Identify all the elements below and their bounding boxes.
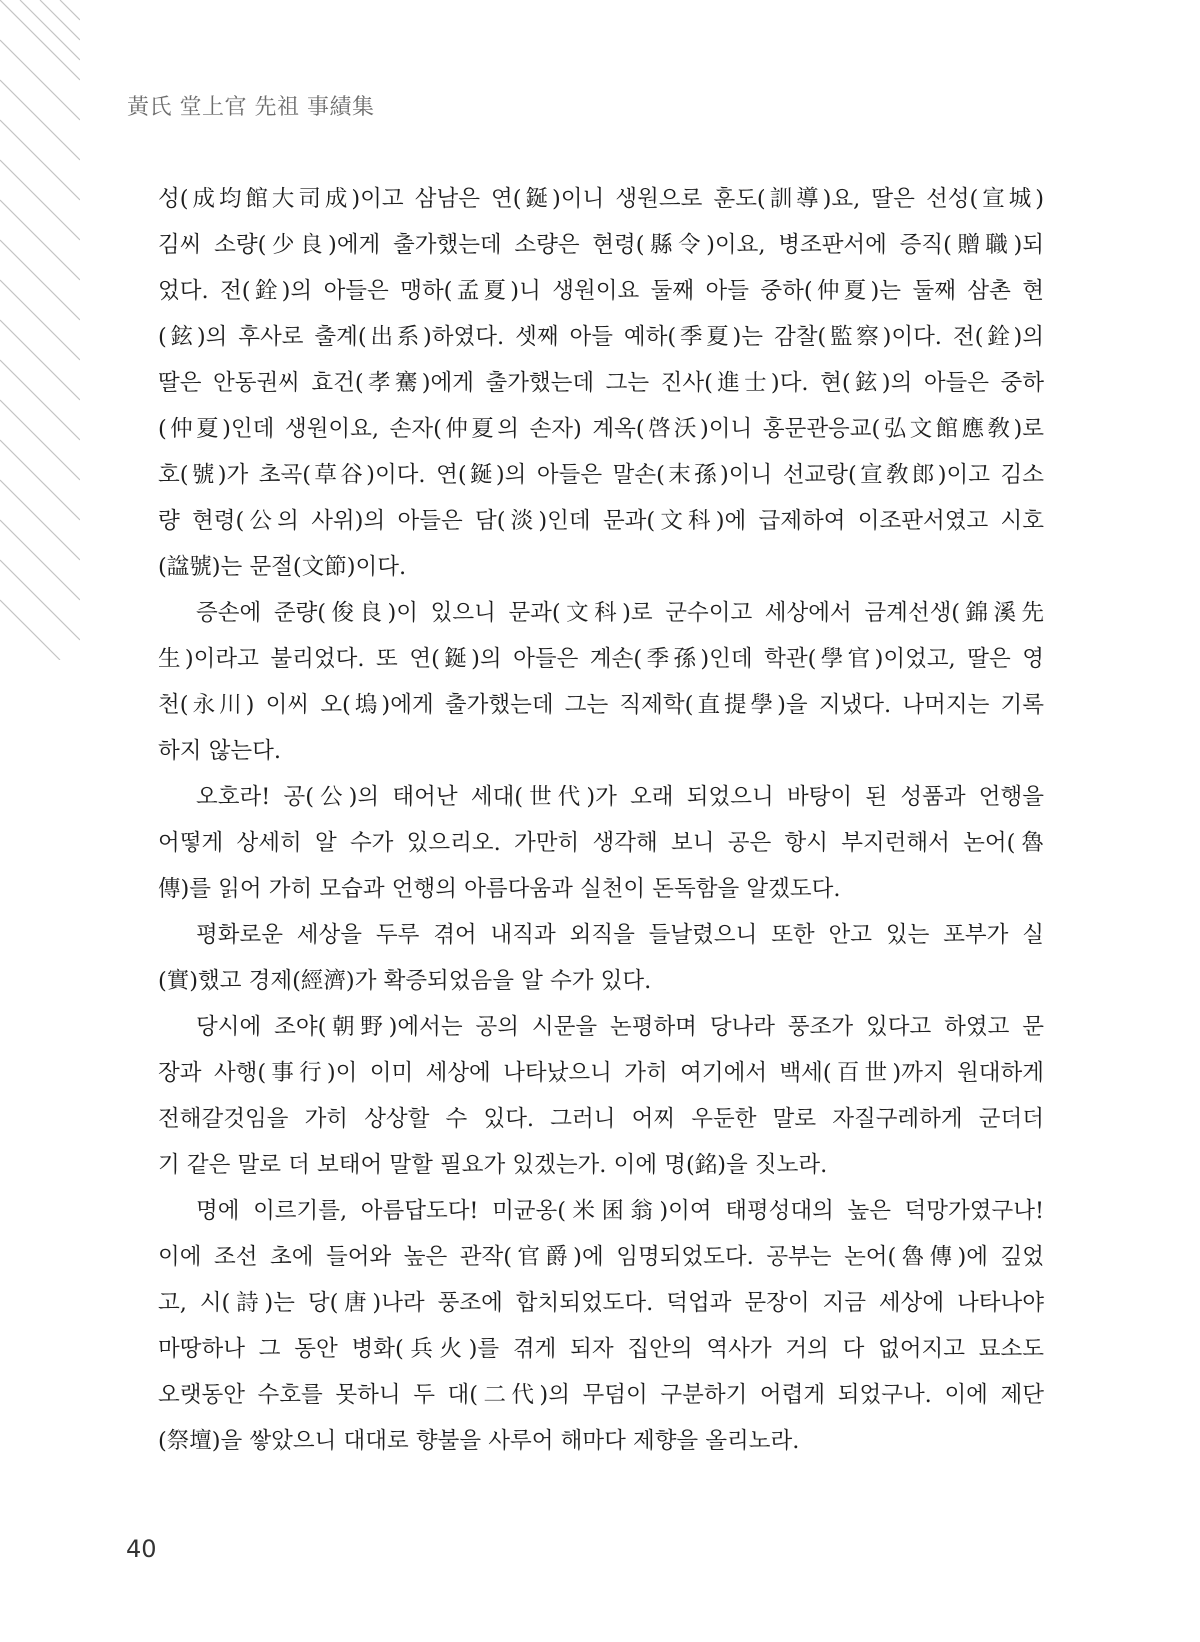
text-line: 마땅하나 그 동안 병화(兵火)를 겪게 되자 집안의 역사가 거의 다 없어지고 묘소도 bbox=[158, 1336, 1044, 1362]
text-line: 천(永川) 이씨 오(塢)에게 출가했는데 그는 직제학(直提學)을 지냈다. 나머지는 기록 bbox=[158, 692, 1044, 718]
text-line: 장과 사행(事行)이 이미 세상에 나타났으니 가히 여기에서 백세(百世)까지 원대하게 bbox=[158, 1060, 1044, 1086]
text-line: 오호라! 공(公)의 태어난 세대(世代)가 오래 되었으니 바탕이 된 성품과 언행을 bbox=[196, 784, 1044, 810]
decorative-stripes bbox=[0, 0, 80, 660]
text-line: 성(成均館大司成)이고 삼남은 연(鋋)이니 생원으로 훈도(訓導)요, 딸은 선성(宣城) bbox=[158, 186, 1044, 212]
body-text bbox=[158, 176, 1044, 1464]
text-line: (仲夏)인데 생원이요, 손자(仲夏의 손자) 계옥(啓沃)이니 홍문관응교(弘文館應敎)로 bbox=[158, 416, 1044, 442]
text-line: 었다. 전(銓)의 아들은 맹하(孟夏)니 생원이요 둘째 아들 중하(仲夏)는 둘째 삼촌 현 bbox=[158, 278, 1044, 304]
text-line: 生)이라고 불리었다. 또 연(鋋)의 아들은 계손(季孫)인데 학관(學官)이었고, 딸은 영 bbox=[158, 646, 1044, 672]
text-line: (諡號)는 문절(文節)이다. bbox=[158, 554, 407, 580]
paragraph bbox=[158, 1188, 1044, 1464]
text-line: 고, 시(詩)는 당(唐)나라 풍조에 합치되었도다. 덕업과 문장이 지금 세상에 나타나야 bbox=[158, 1290, 1044, 1316]
text-line: 전해갈것임을 가히 상상할 수 있다. 그러니 어찌 우둔한 말로 자질구레하게 군더더 bbox=[158, 1106, 1044, 1132]
text-line: (鉉)의 후사로 출계(出系)하였다. 셋째 아들 예하(季夏)는 감찰(監察)이다. 전(銓)의 bbox=[158, 324, 1044, 350]
paragraph bbox=[158, 590, 1044, 774]
page-number: 40 bbox=[126, 1535, 157, 1563]
text-line: 딸은 안동권씨 효건(孝騫)에게 출가했는데 그는 진사(進士)다. 현(鉉)의 아들은 중하 bbox=[158, 370, 1044, 396]
paragraph bbox=[158, 1004, 1044, 1188]
text-line: 량 현령(公의 사위)의 아들은 담(淡)인데 문과(文科)에 급제하여 이조판서였고 시호 bbox=[158, 508, 1044, 534]
text-line: (實)했고 경제(經濟)가 확증되었음을 알 수가 있다. bbox=[158, 968, 652, 994]
running-header-title: 黃氏 堂上官 先祖 事績集 bbox=[127, 95, 375, 120]
paragraph bbox=[158, 774, 1044, 912]
text-line: 이에 조선 초에 들어와 높은 관작(官爵)에 임명되었도다. 공부는 논어(魯傳)에 깊었 bbox=[158, 1244, 1044, 1270]
text-line: 기 같은 말로 더 보태어 말할 필요가 있겠는가. 이에 명(銘)을 짓노라. bbox=[158, 1152, 828, 1178]
text-line: (祭壇)을 쌓았으니 대대로 향불을 사루어 해마다 제향을 올리노라. bbox=[158, 1428, 800, 1454]
text-line: 증손에 준량(俊良)이 있으니 문과(文科)로 군수이고 세상에서 금계선생(錦溪先 bbox=[196, 600, 1044, 626]
text-line: 평화로운 세상을 두루 겪어 내직과 외직을 들날렸으니 또한 안고 있는 포부가 실 bbox=[196, 922, 1044, 948]
text-line: 傳)를 읽어 가히 모습과 언행의 아름다움과 실천이 돈독함을 알겠도다. bbox=[158, 876, 841, 902]
text-line: 명에 이르기를, 아름답도다! 미균옹(米囷翁)이여 태평성대의 높은 덕망가였구나! bbox=[196, 1198, 1044, 1224]
text-line: 하지 않는다. bbox=[158, 738, 281, 764]
paragraph bbox=[158, 912, 1044, 1004]
text-line: 오랫동안 수호를 못하니 두 대(二代)의 무덤이 구분하기 어렵게 되었구나. 이에 제단 bbox=[158, 1382, 1044, 1408]
text-line: 어떻게 상세히 알 수가 있으리오. 가만히 생각해 보니 공은 항시 부지런해서 논어(魯 bbox=[158, 830, 1044, 856]
text-line: 당시에 조야(朝野)에서는 공의 시문을 논평하며 당나라 풍조가 있다고 하였고 문 bbox=[196, 1014, 1044, 1040]
text-line: 호(號)가 초곡(草谷)이다. 연(鋋)의 아들은 말손(末孫)이니 선교랑(宣敎郎)이고 김소 bbox=[158, 462, 1044, 488]
text-line: 김씨 소량(少良)에게 출가했는데 소량은 현령(縣令)이요, 병조판서에 증직(贈職)되 bbox=[158, 232, 1044, 258]
paragraph bbox=[158, 176, 1044, 590]
